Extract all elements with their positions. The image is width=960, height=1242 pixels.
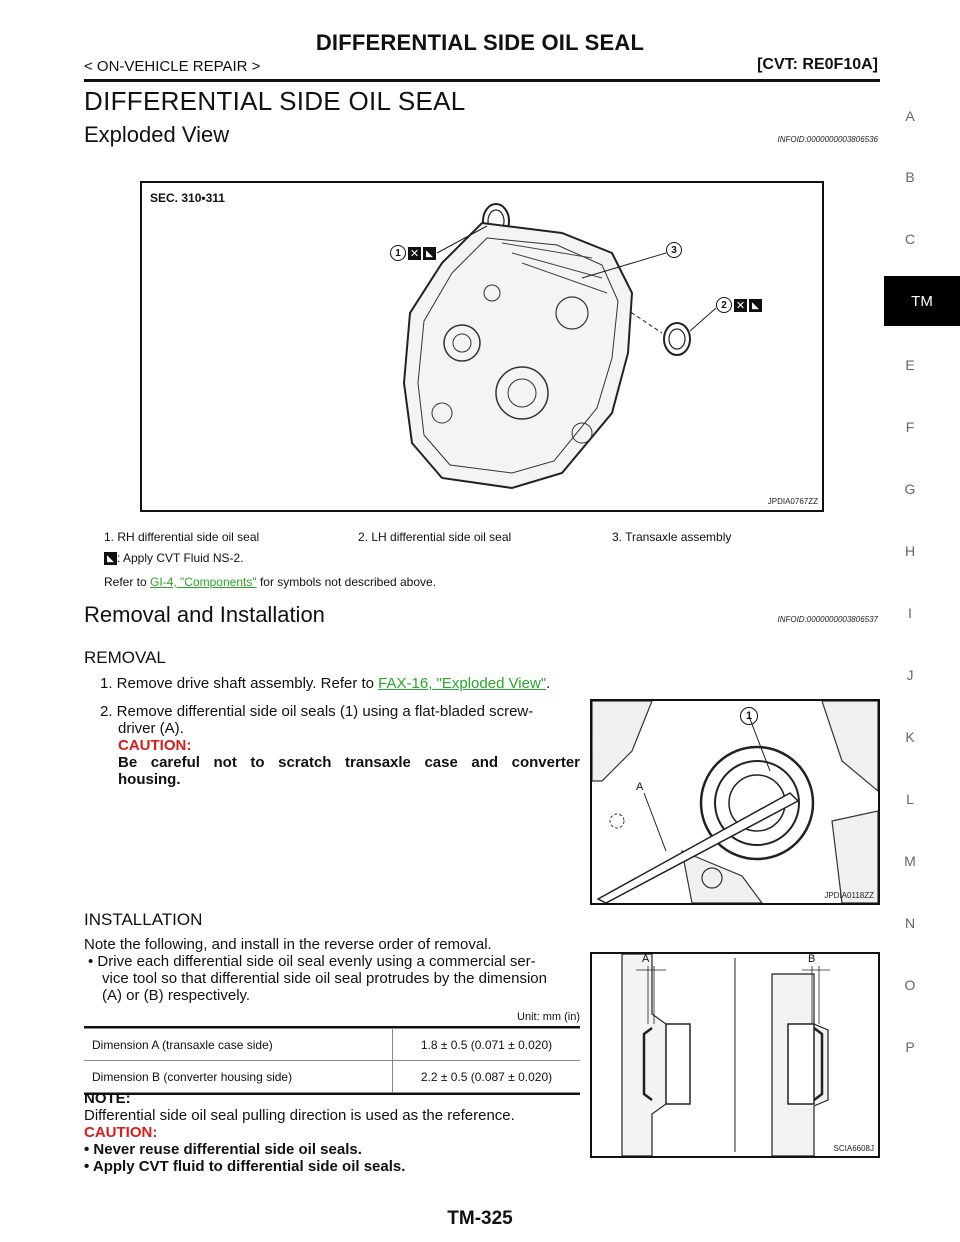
dimension-b-value: 2.2 ± 0.5 (0.087 ± 0.020) [393,1061,581,1093]
fluid-drop-icon: ◣ [104,552,117,565]
seal-dimension-illustration [592,954,878,1156]
refer-line [104,575,436,589]
removal-step-1 [100,675,550,692]
removal-figure [590,699,880,905]
gi-4-components-link[interactable]: GI-4, "Components" [150,575,257,589]
dimension-table-wrapper [84,1026,580,1095]
refer-prefix: Refer to [104,575,151,589]
callout-2-group [716,297,762,313]
fluid-drop-icon: ◣ [423,247,436,260]
step-1-suffix: . [546,675,551,692]
installation-bullet-line-1: • Drive each differential side oil seal evenly using a commercial ser- [88,953,536,970]
page-header-title: DIFFERENTIAL SIDE OIL SEAL [315,30,645,55]
removal-callout-1: 1 [740,707,758,725]
callout-2-badge: 2 [716,297,732,313]
sidebar-index-b[interactable]: B [905,169,915,185]
exploded-view-figure [140,181,824,512]
sidebar-index-n[interactable]: N [904,915,916,931]
sidebar-index-i[interactable]: I [908,605,912,621]
sidebar-index-l[interactable]: L [906,791,914,807]
legend-item-2: 2. LH differential side oil seal [358,530,512,544]
removal-installation-title: Removal and Installation [84,602,325,627]
refer-suffix: for symbols not described above. [256,575,437,589]
replace-seal-icon: ✕ [735,299,746,312]
sidebar-index-a[interactable]: A [905,108,915,124]
sidebar-tab-tm[interactable]: TM [884,276,960,326]
step-2-line-2: driver (A). [118,720,184,737]
installation-heading: INSTALLATION [84,910,203,929]
callout-1-group [390,245,436,261]
seal-removal-illustration [592,701,878,903]
unit-label: Unit: mm (in) [517,1011,580,1023]
model-label: [CVT: RE0F10A] [757,56,878,73]
note-label: NOTE: [84,1090,131,1107]
installation-caution-label: CAUTION: [84,1124,158,1141]
dimension-a-value: 1.8 ± 0.5 (0.071 ± 0.020) [393,1029,581,1061]
removal-callout-a: A [636,781,644,793]
replace-seal-icon: ✕ [409,247,420,260]
callout-1-badge: 1 [390,245,406,261]
dimension-table [84,1028,580,1093]
installation-body [84,936,584,1004]
installation-figure-code: SCIA6608J [833,1144,874,1153]
sidebar-index-c[interactable]: C [904,231,916,247]
sidebar-index-m[interactable]: M [904,853,916,869]
installation-bullet-line-3: (A) or (B) respectively. [102,987,251,1004]
apply-fluid-text: : Apply CVT Fluid NS-2. [117,551,244,565]
callout-3-badge: 3 [666,242,682,258]
sidebar-index-p[interactable]: P [905,1039,915,1055]
breadcrumb: < ON-VEHICLE REPAIR > [84,58,261,75]
exploded-view-infoid: INFOID:0000000003806536 [777,135,878,144]
figure-code: JPDIA0767ZZ [767,497,818,506]
sidebar-index-o[interactable]: O [904,977,916,993]
sidebar-index-f[interactable]: F [905,419,915,435]
fluid-drop-icon: ◣ [749,299,762,312]
page-number: TM-325 [447,1208,513,1229]
sidebar-index-e[interactable]: E [905,357,915,373]
installation-bullet-line-2: vice tool so that differential side oil seal protrudes by the dimension [102,970,547,987]
caution-item-1: • Never reuse differential side oil seals. [84,1141,362,1158]
legend-item-1: 1. RH differential side oil seal [104,530,260,544]
section-title: DIFFERENTIAL SIDE OIL SEAL [84,86,466,116]
removal-caution-line-2: housing. [118,771,181,788]
step-1-text: 1. Remove drive shaft assembly. Refer to [100,675,379,692]
sidebar-index-g[interactable]: G [904,481,916,497]
installation-figure [590,952,880,1158]
figure-section-label: SEC. 310•311 [150,191,225,205]
installation-intro: Note the following, and install in the reverse order of removal. [84,936,492,953]
installation-notes [84,1090,584,1175]
dimension-a-label: Dimension A (transaxle case side) [84,1029,393,1061]
dimension-b-label: Dimension B (converter housing side) [84,1061,393,1093]
caution-item-2: • Apply CVT fluid to differential side oil seals. [84,1158,406,1175]
sidebar-index-h[interactable]: H [904,543,916,559]
table-row [84,1061,580,1093]
fax-16-exploded-view-link[interactable]: FAX-16, "Exploded View" [378,675,547,692]
table-row [84,1029,580,1061]
legend-item-3: 3. Transaxle assembly [612,530,732,544]
exploded-view-title: Exploded View [84,122,230,147]
removal-installation-infoid: INFOID:0000000003806537 [777,615,878,624]
removal-heading: REMOVAL [84,648,166,667]
dimension-a-label-fig: A [642,953,650,965]
step-2-line-1: 2. Remove differential side oil seals (1) using a flat-bladed screw- [100,703,534,720]
removal-caution-label: CAUTION: [118,737,192,754]
header-rule [84,79,880,82]
note-text: Differential side oil seal pulling direction is used as the reference. [84,1107,515,1124]
apply-fluid-note [104,551,244,565]
removal-figure-code: JPDIA0118ZZ [824,891,874,900]
sidebar-index-j[interactable]: J [906,667,914,683]
removal-caution-line-1: Be careful not to scratch transaxle case and converter [118,754,580,771]
dimension-b-label-fig: B [808,953,816,965]
removal-step-2 [100,703,580,788]
transaxle-illustration [142,183,822,510]
sidebar-index-k[interactable]: K [905,729,915,745]
